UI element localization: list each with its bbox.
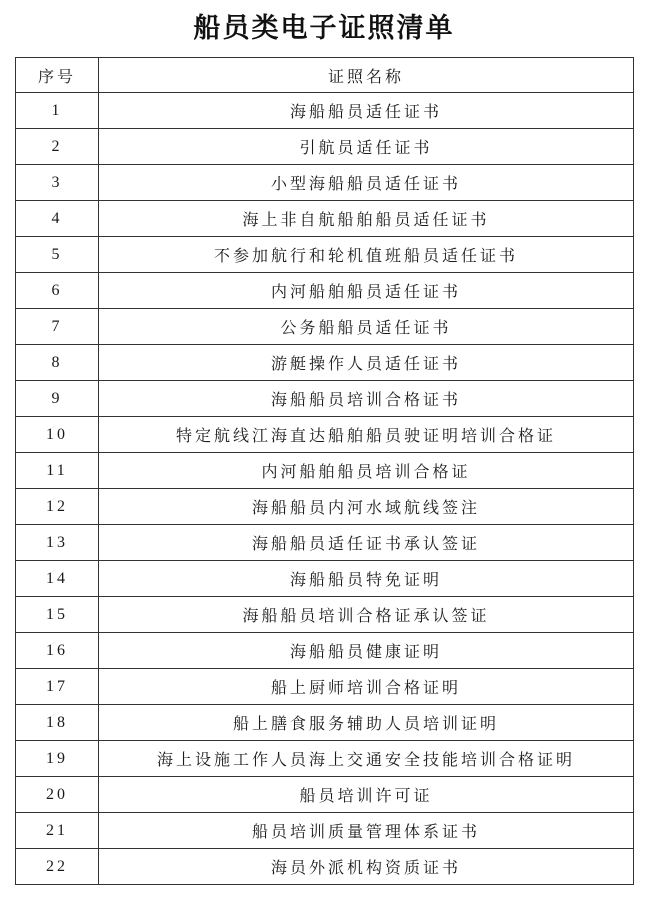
serial-number-cell: 19 [16, 741, 99, 777]
certificate-name-cell: 海船船员培训合格证承认签证 [99, 597, 634, 633]
serial-number-cell: 14 [16, 561, 99, 597]
table-header [16, 58, 634, 93]
serial-number-cell: 5 [16, 237, 99, 273]
certificate-name-cell: 船上膳食服务辅助人员培训证明 [99, 705, 634, 741]
serial-number-cell: 20 [16, 777, 99, 813]
table-row [16, 381, 634, 417]
serial-number-cell: 3 [16, 165, 99, 201]
serial-number-cell: 22 [16, 849, 99, 885]
certificate-name-cell: 船员培训许可证 [99, 777, 634, 813]
serial-number-cell: 11 [16, 453, 99, 489]
table-body [16, 93, 634, 885]
certificate-name-cell: 海上设施工作人员海上交通安全技能培训合格证明 [99, 741, 634, 777]
certificate-name-cell: 特定航线江海直达船舶船员驶证明培训合格证 [99, 417, 634, 453]
serial-number-cell: 15 [16, 597, 99, 633]
serial-number-cell: 9 [16, 381, 99, 417]
table-row [16, 129, 634, 165]
table-row [16, 849, 634, 885]
serial-number-cell: 17 [16, 669, 99, 705]
table-row [16, 489, 634, 525]
certificate-name-cell: 海上非自航船舶船员适任证书 [99, 201, 634, 237]
table-header-row [16, 58, 634, 93]
table-row [16, 597, 634, 633]
serial-number-cell: 21 [16, 813, 99, 849]
document-title: 船员类电子证照清单 [193, 13, 455, 44]
serial-number-cell: 8 [16, 345, 99, 381]
certificate-name-cell: 海船船员适任证书承认签证 [99, 525, 634, 561]
certificate-name-cell: 海船船员适任证书 [99, 93, 634, 129]
serial-number-cell: 16 [16, 633, 99, 669]
serial-number-cell: 6 [16, 273, 99, 309]
table-row [16, 705, 634, 741]
certificate-name-cell: 海船船员健康证明 [99, 633, 634, 669]
certificate-name-cell: 内河船舶船员培训合格证 [99, 453, 634, 489]
table-row [16, 633, 634, 669]
table-row [16, 165, 634, 201]
table-row [16, 813, 634, 849]
table-row [16, 669, 634, 705]
certificate-name-cell: 游艇操作人员适任证书 [99, 345, 634, 381]
certificate-name-cell: 引航员适任证书 [99, 129, 634, 165]
table-row [16, 345, 634, 381]
table-row [16, 525, 634, 561]
table-row [16, 273, 634, 309]
serial-number-cell: 13 [16, 525, 99, 561]
certificate-name-cell: 船上厨师培训合格证明 [99, 669, 634, 705]
serial-number-cell: 1 [16, 93, 99, 129]
certificate-name-cell: 船员培训质量管理体系证书 [99, 813, 634, 849]
table-row [16, 309, 634, 345]
table-row [16, 417, 634, 453]
certificate-name-cell: 内河船舶船员适任证书 [99, 273, 634, 309]
header-certificate-name: 证照名称 [99, 58, 634, 93]
certificate-name-cell: 海船船员内河水域航线签注 [99, 489, 634, 525]
certificate-name-cell: 小型海船船员适任证书 [99, 165, 634, 201]
table-row [16, 561, 634, 597]
certificate-name-cell: 海船船员特免证明 [99, 561, 634, 597]
serial-number-cell: 10 [16, 417, 99, 453]
serial-number-cell: 7 [16, 309, 99, 345]
table-row [16, 201, 634, 237]
certificate-name-cell: 公务船船员适任证书 [99, 309, 634, 345]
table-row [16, 93, 634, 129]
certificate-table [15, 57, 634, 885]
serial-number-cell: 2 [16, 129, 99, 165]
certificate-name-cell: 海船船员培训合格证书 [99, 381, 634, 417]
table-row [16, 741, 634, 777]
certificate-name-cell: 不参加航行和轮机值班船员适任证书 [99, 237, 634, 273]
table-row [16, 453, 634, 489]
serial-number-cell: 18 [16, 705, 99, 741]
serial-number-cell: 12 [16, 489, 99, 525]
table-row [16, 237, 634, 273]
certificate-name-cell: 海员外派机构资质证书 [99, 849, 634, 885]
table-row [16, 777, 634, 813]
header-serial-number: 序号 [16, 58, 99, 93]
serial-number-cell: 4 [16, 201, 99, 237]
